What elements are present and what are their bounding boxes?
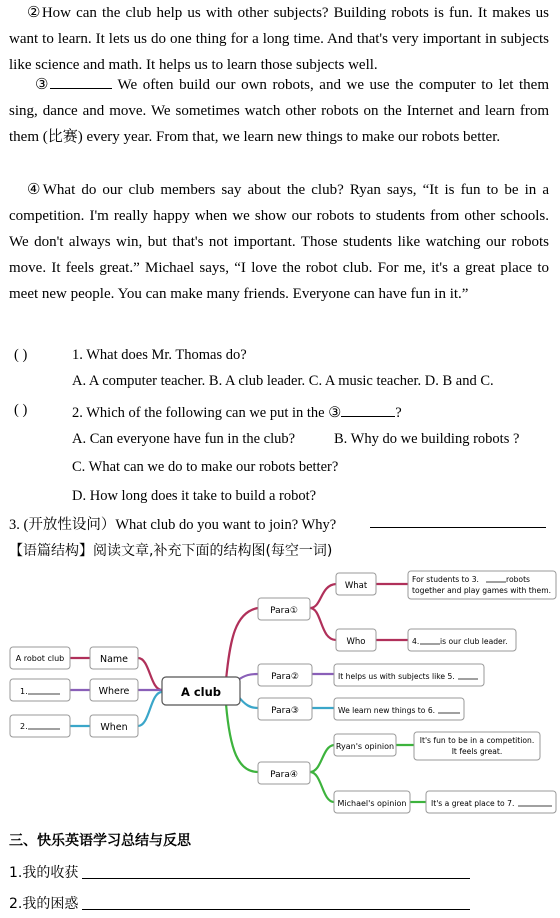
ryan-text-line1: It's fun to be in a competition.: [419, 736, 535, 745]
who-label: Who: [346, 637, 366, 647]
question-3-answer-line[interactable]: [370, 513, 546, 528]
question-2-end: ?: [395, 405, 402, 421]
robot-club-label: A robot club: [15, 654, 65, 663]
ryan-text-line2: It feels great.: [451, 747, 503, 756]
what-label: What: [344, 581, 368, 591]
where-label: Where: [98, 686, 130, 697]
passage-paragraph-4: ④What do our club members say about the club? Ryan says, “It is fun to be in a competition. I'm really happy when we show our robots to students from other schools. We don't always win, but that's not important. Those students like watching our robots move. It feels great.” Michael says, “I love the robot club. For me, it's a great place to meet new people. You can make many friends. Everyone can have fun in it.”: [9, 182, 549, 302]
question-3: 3. (开放性设问）What club do you want to join? Why?: [9, 517, 337, 533]
question-2-option-c: C. What can we do to make our robots better?: [72, 459, 339, 475]
center-node-label: A club: [180, 685, 222, 699]
question-2-text: 2. Which of the following can we put in the ③: [72, 405, 342, 421]
question-2-option-b: B. Why do we building robots ?: [334, 431, 520, 447]
blank-1-label: 1.: [20, 687, 28, 696]
what-text-robots: robots: [506, 575, 531, 584]
who-text: is our club leader.: [440, 637, 508, 646]
paragraph-3-blank[interactable]: [50, 74, 112, 89]
question-2-option-a: A. Can everyone have fun in the club?: [72, 431, 296, 447]
summary-item-1-line[interactable]: [82, 862, 470, 879]
summary-item-2: 2.我的困惑: [9, 896, 79, 912]
michael-text: It's a great place to 7.: [431, 799, 515, 808]
name-label: Name: [99, 654, 129, 665]
q2-answer-paren[interactable]: ( ): [14, 402, 28, 418]
what-text-line2: together and play games with them.: [412, 586, 552, 595]
para4-label: Para④: [270, 770, 298, 780]
paragraph-3-text: We often build our own robots, and we use the computer to let them sing, dance and move. We sometimes watch other robots on the Internet and learn from them (比赛) every year. From that, we learn new things to make our robots better.: [9, 77, 549, 145]
para2-label: Para②: [271, 672, 299, 682]
summary-item-2-line[interactable]: [82, 893, 470, 910]
question-1: 1. What does Mr. Thomas do?: [72, 347, 247, 363]
question-2-option-d: D. How long does it take to build a robot?: [72, 488, 317, 504]
passage-paragraph-2: ②How can the club help us with other subjects? Building robots is fun. It makes us want to learn. It lets us do one thing for a long time. And that's very important in subjects like science and math. It helps us to learn those subjects well.: [9, 5, 549, 73]
summary-item-1: 1.我的收获: [9, 865, 79, 881]
para3-label: Para③: [271, 706, 299, 716]
paragraph-3-number: ③: [35, 77, 51, 93]
michael-opinion-label: Michael's opinion: [337, 799, 407, 808]
when-label: When: [100, 722, 128, 733]
para2-text: It helps us with subjects like 5.: [338, 672, 455, 681]
section-3-title: 三、快乐英语学习总结与反思: [9, 833, 191, 849]
blank-4-number: 4.: [412, 637, 420, 646]
what-text-line1: For students to 3.: [412, 575, 479, 584]
para1-label: Para①: [270, 606, 298, 616]
q1-answer-paren[interactable]: ( ): [14, 347, 28, 363]
structure-title: 【语篇结构】阅读文章,补充下面的结构图(每空一词): [9, 543, 333, 559]
question-1-options: A. A computer teacher. B. A club leader. C. A music teacher. D. B and C.: [72, 373, 494, 389]
ryan-opinion-label: Ryan's opinion: [335, 742, 395, 751]
question-2: [72, 402, 402, 422]
question-2-blank[interactable]: [341, 402, 395, 417]
passage-paragraph-3: [9, 72, 549, 150]
blank-2-label: 2.: [20, 722, 28, 731]
structure-mindmap: [0, 560, 560, 820]
para3-text: We learn new things to 6.: [338, 706, 436, 715]
